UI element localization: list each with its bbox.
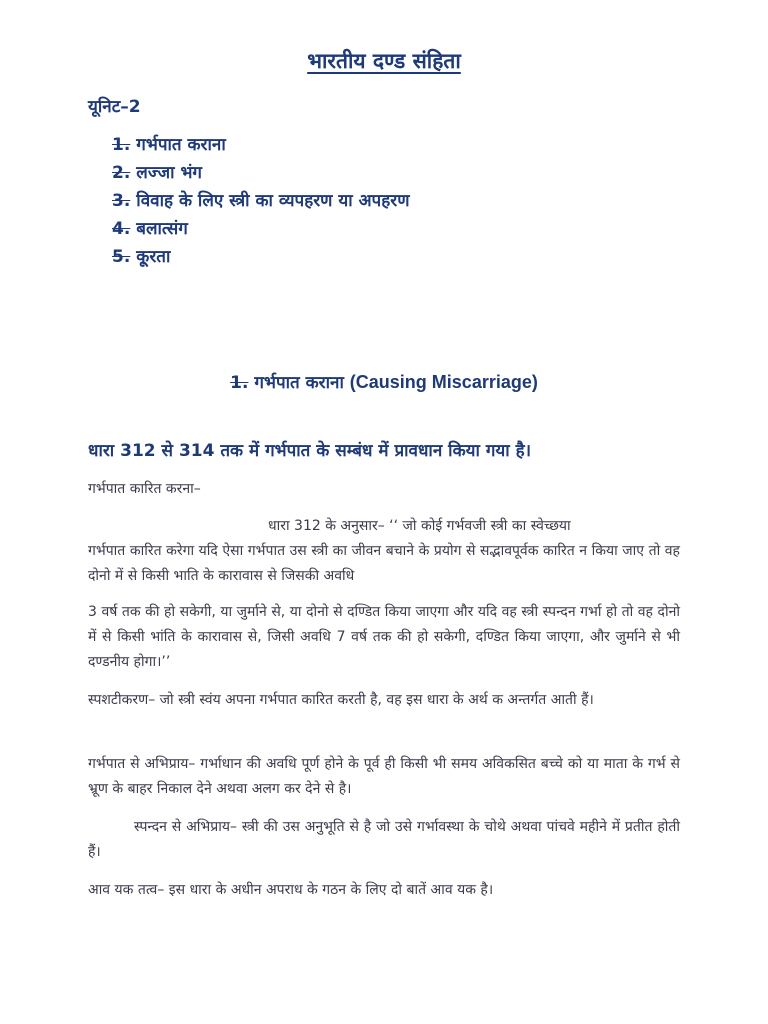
topic-item [112, 243, 410, 271]
paragraph-section-312 [88, 514, 680, 589]
topic-label: गर्भपात कराना [136, 135, 226, 155]
unit-label: यूनिट–2 [88, 97, 141, 117]
topic-number: 2. [112, 163, 131, 183]
paragraph-continuation: गर्भपात कारित करेगा यदि ऐसा गर्भपात उस स्त्री का जीवन बचाने के प्रयोग से सद्भावपूर्वक कारित न किया जाए तो वह दोनो में से किसी भाति के कारावास से जिसकी अवधि [88, 543, 680, 584]
topic-label: बलात्संग [136, 219, 188, 239]
topic-item [112, 159, 410, 187]
paragraph-first-line: धारा 312 के अनुसार– ‘‘ जो कोई गर्भवजी स्त्री का स्वेच्छया [268, 518, 571, 534]
topic-list [112, 131, 410, 271]
topic-number: 5. [112, 247, 131, 267]
topic-number: 3. [112, 191, 131, 211]
topic-label: कू्रता [136, 247, 171, 267]
topic-number: 4. [112, 219, 131, 239]
paragraph-punishment: 3 वर्ष तक की हो सकेगी, या जुर्माने से, या दोनो से दण्डित किया जाएगा और यदि वह स्त्री स्पन्दन गर्भा हो तो वह दोनो में से किसी भांति के कारावास से, जिसी अवधि 7 वर्ष तक की हो सकेगी, दण्डित किया जाएगा, और जुर्माने से भी दण्डनीय होगा।’’ [88, 604, 680, 670]
subheading: गर्भपात कारित करना– [88, 481, 201, 497]
topic-item [112, 187, 410, 215]
section-title-hindi: गर्भपात कराना [254, 373, 344, 393]
topic-label: लज्जा भंग [136, 163, 203, 183]
section-number: 1. [230, 373, 249, 393]
paragraph-essential-elements: आव यक तत्व– इस धारा के अधीन अपराध के गठन के लिए दो बातें आव यक है। [88, 882, 494, 898]
topic-number: 1. [112, 135, 131, 155]
section-title-english: (Causing Miscarriage) [349, 372, 538, 392]
topic-label: विवाह के लिए स्त्री का व्यपहरण या अपहरण [136, 191, 410, 211]
document-title: भारतीय दण्ड संहिता [307, 49, 461, 73]
topic-item [112, 131, 410, 159]
paragraph-explanation: स्पशटीकरण– जो स्त्री स्वंय अपना गर्भपात कारित करती है, वह इस धारा के अर्थ क अन्तर्गत आती हैं। [88, 692, 594, 708]
paragraph-miscarriage-meaning: गर्भपात से अभिप्राय– गर्भाधान की अवधि पूर्ण होने के पूर्व ही किसी भी समय अविकसित बच्चे को या माता के गर्भ से भ्रूण के बाहर निकाल देने अथवा अलग कर देने से है। [88, 756, 680, 797]
topic-item [112, 215, 410, 243]
paragraph-quickening-meaning: स्पन्दन से अभिप्राय– स्त्री की उस अनुभूति से है जो उसे गर्भावस्था के चोथे अथवा पांचवे महीने में प्रतीत होती हैं। [88, 819, 680, 860]
intro-statement: धारा 312 से 314 तक में गर्भपात के सम्बंध में प्रावधान किया गया है। [88, 441, 532, 461]
section-heading [0, 370, 768, 393]
